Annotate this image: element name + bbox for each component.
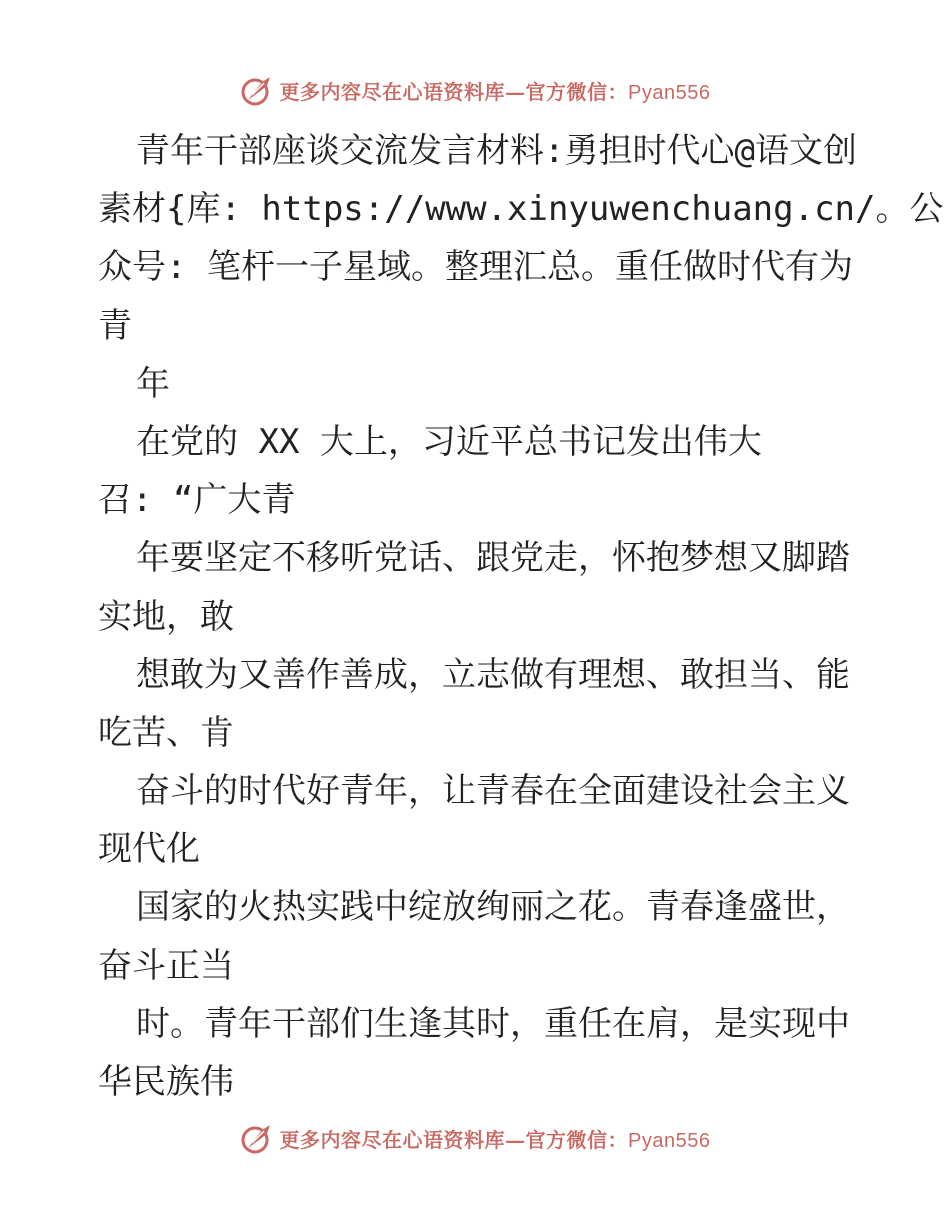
text-line: 奋斗的时代好青年，让青春在全面建设社会主义 [136,771,850,812]
text-line: 年要坚定不移听党话、跟党走，怀抱梦想又脚踏 [136,538,850,579]
text-line: 青 [98,305,132,346]
text-line: 年 [136,363,170,404]
text-line: 素材{库: https://www.xinyuwenchuang.cn/。公 [98,189,944,230]
text-line: 众号: 笔杆一子星域。整理汇总。重任做时代有为 [98,247,853,288]
watermark-text: 更多内容尽在心语资料库—官方微信：Pyan556 [279,79,711,104]
text-line: 召: “广大青 [98,480,296,521]
header-watermark-banner [0,70,950,110]
text-line: 奋斗正当 [98,945,234,986]
text-line: 在党的 XX 大上，习近平总书记发出伟大 [136,421,762,462]
text-line: 时。青年干部们生逢其时，重任在肩，是实现中 [136,1003,850,1044]
text-line: 华民族伟 [98,1062,234,1102]
text-line: 国家的火热实践中绽放绚丽之花。青春逢盛世， [136,887,850,928]
document-body [98,122,944,1111]
quill-pen-logo-icon [240,73,274,107]
text-line: 想敢为又善作善成，立志做有理想、敢担当、能 [136,654,850,695]
quill-pen-logo-icon [240,1121,274,1155]
text-line: 青年干部座谈交流发言材料:勇担时代心@语文创 [136,131,857,171]
text-line: 现代化 [98,829,200,870]
text-line: 吃苦、肯 [98,712,234,753]
footer-watermark-banner [0,1118,950,1158]
watermark-text: 更多内容尽在心语资料库—官方微信：Pyan556 [279,1127,711,1152]
text-line: 实地，敢 [98,596,234,637]
